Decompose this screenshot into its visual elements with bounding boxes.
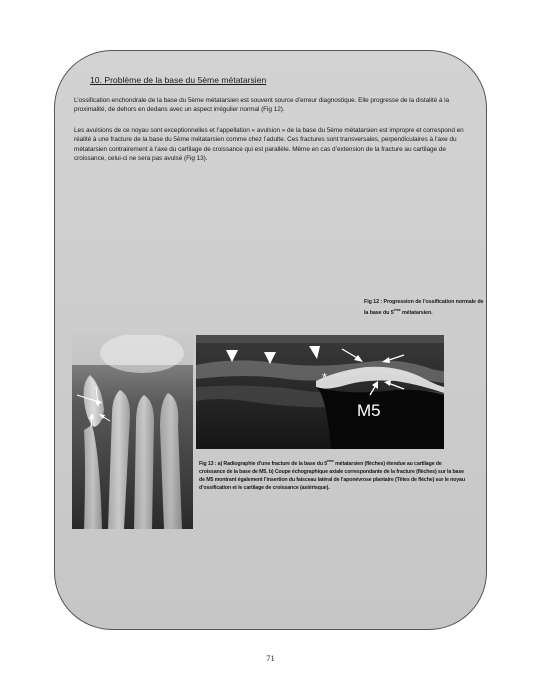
section-title: 10. Problème de la base du 5ème métatarsien: [90, 75, 267, 85]
paragraph-ossification: L’ossification enchondrale de la base du 5ème métatarsien est souvent source d’erreur diagnostique. Elle progresse de la distalité à la proximalité, de dehors en dedans avec un aspect irrégulier normal (Fig 12).: [74, 97, 450, 114]
m5-label: M5: [357, 401, 381, 420]
figure12-caption: Fig 12 : Progression de l’ossification normale de la base du 5ème métatarsien.: [364, 299, 484, 316]
ultrasound-image: [196, 335, 444, 449]
figure13-caption: Fig 13 : a) Radiographie d’une fracture de la base du 5ème métatarsien (flèches) étendue au cartilage de croissance de la base de M5. b) Coupe échographique axiale correspondante de la fracture (flèches) sur la base de M5 montrant également l’insertion du faisceau latéral de l’aponévrose plantaire (Têtes de flèche) sur le noyau d’ossification et le cartilage de croissance (astérisque).: [199, 459, 465, 492]
paragraph-avulsions: Les avulsions de ce noyau sont exceptionnelles et l’appellation « avulsion » de la base du 5ème métatarsien est impropre et correspond en réalité à une fracture de la base du 5ème métatarsien comme chez l’adulte. Ces fractures sont transversales, perpendiculaires à l’axe du métatarsien contrairement à l’axe du cartilage de croissance qui est parallèle. Même en cas d’extension de la fracture au cartilage de croissance, celui-ci ne sera pas avulsé (Fig 13).: [74, 127, 464, 163]
asterisk-label: *: [322, 370, 328, 385]
xray-image: [72, 335, 193, 529]
page-number: 71: [266, 653, 275, 663]
